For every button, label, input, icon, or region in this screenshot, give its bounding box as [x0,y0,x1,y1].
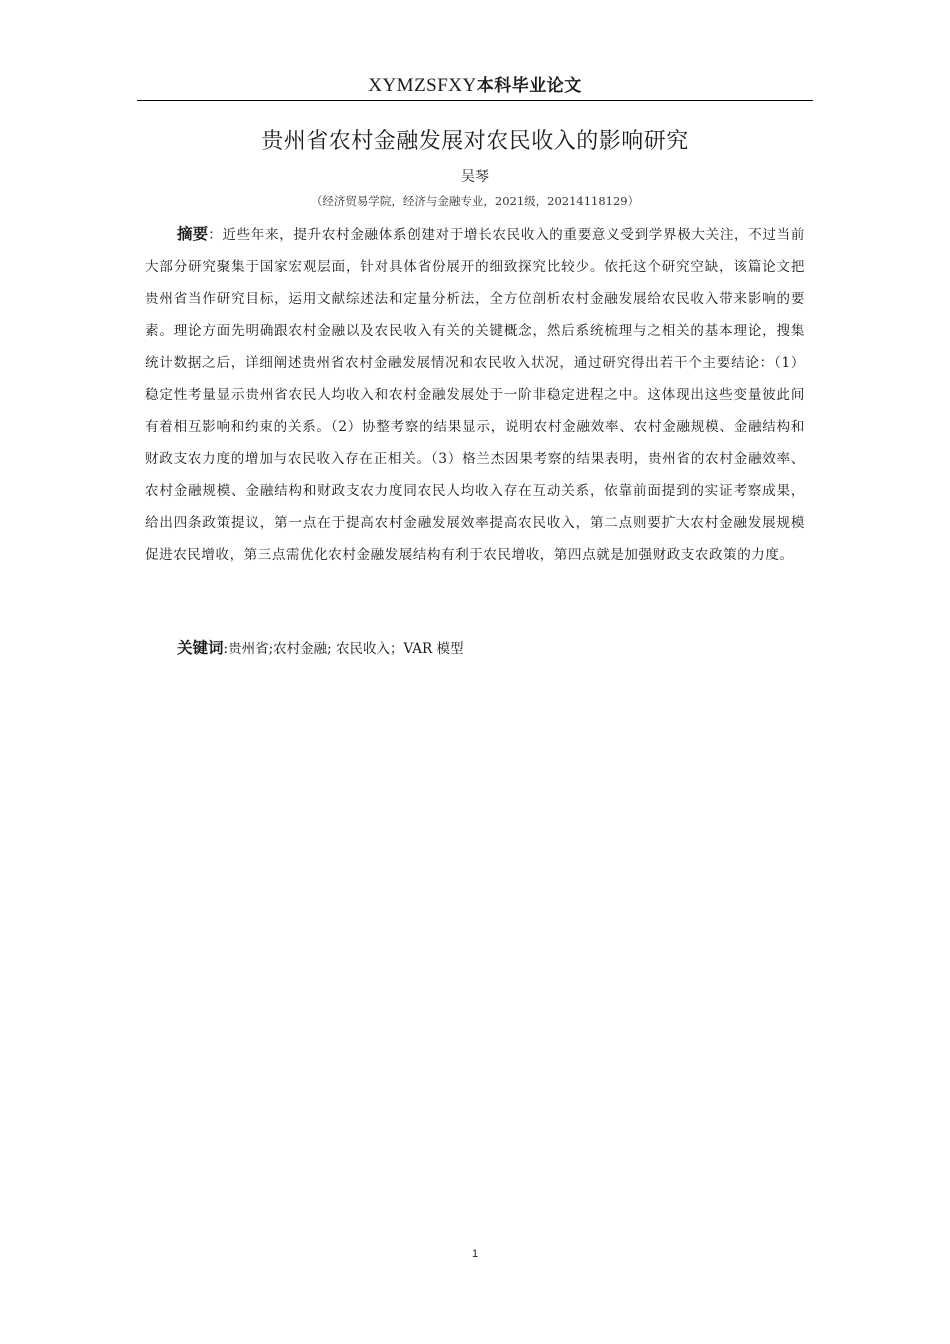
page-number: 1 [471,1248,479,1260]
abstract-text: 近些年来，提升农村金融体系创建对于增长农民收入的重要意义受到学界极大关注，不过当前大部分研究聚集于国家宏观层面，针对具体省份展开的细致探究比较少。依托这个研究空缺，该篇论文把贵州省当作研究目标，运用文献综述法和定量分析法，全方位剖析农村金融发展给农民收入带来影响的要素。理论方面先明确跟农村金融以及农民收入有关的关键概念，然后系统梳理与之相关的基本理论，搜集统计数据之后，详细阐述贵州省农村金融发展情况和农民收入状况，通过研究得出若干个主要结论：（1）稳定性考量显示贵州省农民人均收入和农村金融发展处于一阶非稳定进程之中。这体现出这些变量彼此间有着相互影响和约束的关系。（2）协整考察的结果显示，说明农村金融效率、农村金融规模、金融结构和财政支农力度的增加与农民收入存在正相关。（3）格兰杰因果考察的结果表明，贵州省的农村金融效率、农村金融规模、金融结构和财政支农力度同农民人均收入存在互动关系，依靠前面提到的实证考察成果，给出四条政策提议，第一点在于提高农村金融发展效率提高农民收入，第二点则要扩大农村金融发展规模促进农民增收，第三点需优化农村金融发展结构有利于农民增收，第四点就是加强财政支农政策的力度。 [145,227,805,563]
keywords-text: :贵州省;农村金融; 农民收入；VAR 模型 [223,641,464,657]
paper-title: 贵州省农村金融发展对农民收入的影响研究 [261,129,689,154]
author-affiliation: （经济贸易学院，经济与金融专业，2021级，20214118129） [310,194,640,208]
abstract-separator: ： [208,227,223,243]
header-label: 本科毕业论文 [476,76,582,96]
abstract-paragraph [145,218,805,571]
header-code: XYMZSFXY [368,75,477,96]
keywords-line [177,632,797,665]
author-name: 吴琴 [461,169,489,185]
keywords-label: 关键词 [177,639,224,657]
running-header [137,72,813,100]
header-rule [137,100,813,101]
abstract-label: 摘要 [177,225,209,243]
